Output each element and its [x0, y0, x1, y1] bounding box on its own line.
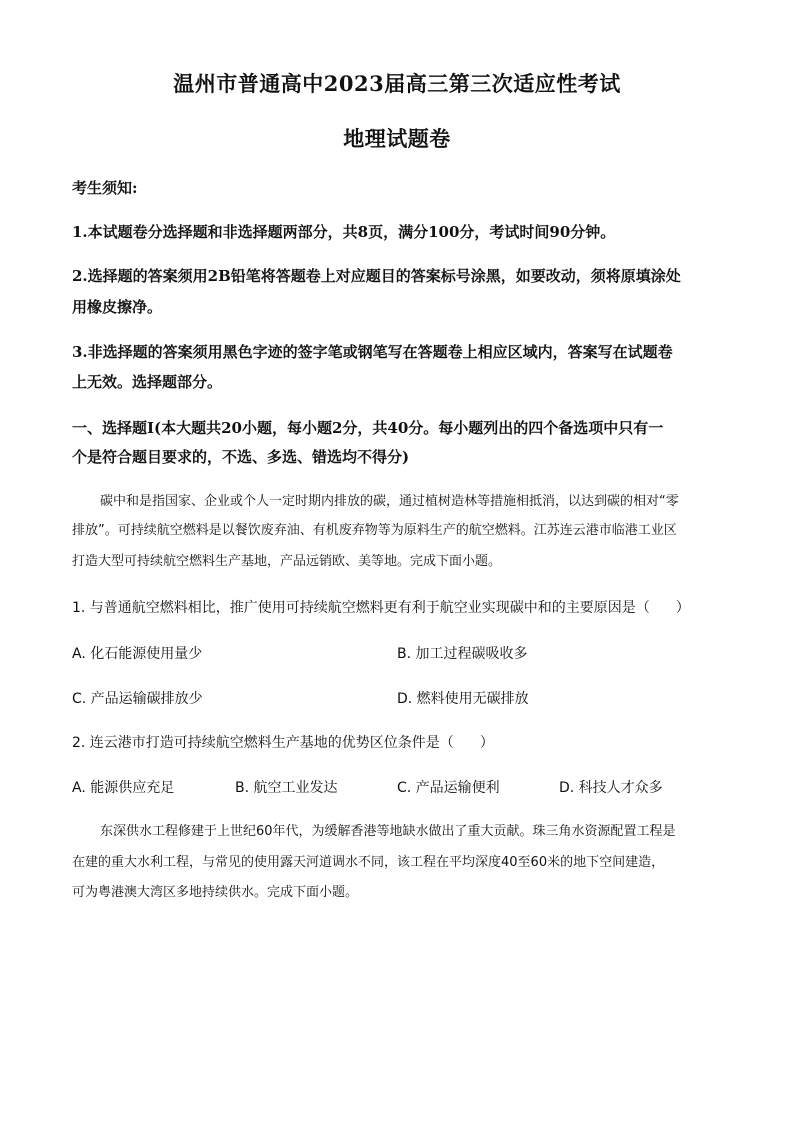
- question-1-option-a: A. 化石能源使用量少: [72, 646, 203, 662]
- question-2-paren-close: ）: [479, 735, 494, 751]
- question-1-option-c: C. 产品运输碳排放少: [72, 691, 203, 707]
- question-1-stem: [72, 599, 690, 617]
- exam-title: 温州市普通高中2023届高三第三次适应性考试: [173, 71, 621, 96]
- notice-item-2-line-1: 2.选择题的答案须用2B铅笔将答题卷上对应题目的答案标号涂黑，如要改动，须将原填涂处: [72, 267, 681, 285]
- question-2-option-a: A. 能源供应充足: [72, 780, 175, 796]
- notice-item-1: 1.本试题卷分选择题和非选择题两部分，共8页，满分100分，考试时间90分钟。: [72, 223, 616, 241]
- passage-1-line-2: 排放”。可持续航空燃料是以餐饮废弃油、有机废弃物等为原料生产的航空燃料。江苏连云港市临港工业区: [72, 523, 677, 538]
- notice-item-3-line-2: 上无效。选择题部分。: [72, 373, 223, 391]
- passage-1-line-1: 碳中和是指国家、企业或个人一定时期内排放的碳，通过植树造林等措施相抵消，以达到碳的相对“零: [100, 494, 679, 509]
- exam-subtitle: 地理试题卷: [343, 126, 451, 151]
- question-2-option-c: C. 产品运输便利: [397, 780, 500, 796]
- section-1-heading-line-1: 一、选择题Ⅰ(本大题共20小题，每小题2分，共40分。每小题列出的四个备选项中只有一: [72, 419, 664, 437]
- question-1-paren-close: ）: [675, 600, 690, 616]
- question-2-option-b: B. 航空工业发达: [235, 780, 338, 796]
- question-1-option-d: D. 燃料使用无碳排放: [397, 691, 529, 707]
- notice-item-2-line-2: 用橡皮擦净。: [72, 298, 163, 316]
- passage-1-line-3: 打造大型可持续航空燃料生产基地，产品远销欧、美等地。完成下面小题。: [72, 554, 502, 569]
- passage-2-line-2: 在建的重大水利工程，与常见的使用露天河道调水不同，该工程在平均深度40至60米的地下空间建造，: [72, 855, 665, 870]
- notice-heading: 考生须知:: [72, 179, 138, 197]
- question-1-option-b: B. 加工过程碳吸收多: [397, 646, 528, 662]
- notice-item-3-line-1: 3.非选择题的答案须用黑色字迹的签字笔或钢笔写在答题卷上相应区域内，答案写在试题卷: [72, 343, 673, 361]
- question-2-option-d: D. 科技人才众多: [559, 780, 663, 796]
- question-1-text: 1. 与普通航空燃料相比，推广使用可持续航空燃料更有利于航空业实现碳中和的主要原因是（: [72, 600, 650, 616]
- question-2-stem: [72, 734, 494, 752]
- passage-2-line-1: 东深供水工程修建于上世纪60年代，为缓解香港等地缺水做出了重大贡献。珠三角水资源配置工程是: [100, 824, 676, 839]
- question-2-text: 2. 连云港市打造可持续航空燃料生产基地的优势区位条件是（: [72, 735, 454, 751]
- section-1-heading-line-2: 个是符合题目要求的，不选、多选、错选均不得分): [72, 448, 410, 466]
- passage-2-line-3: 可为粤港澳大湾区多地持续供水。完成下面小题。: [72, 885, 359, 900]
